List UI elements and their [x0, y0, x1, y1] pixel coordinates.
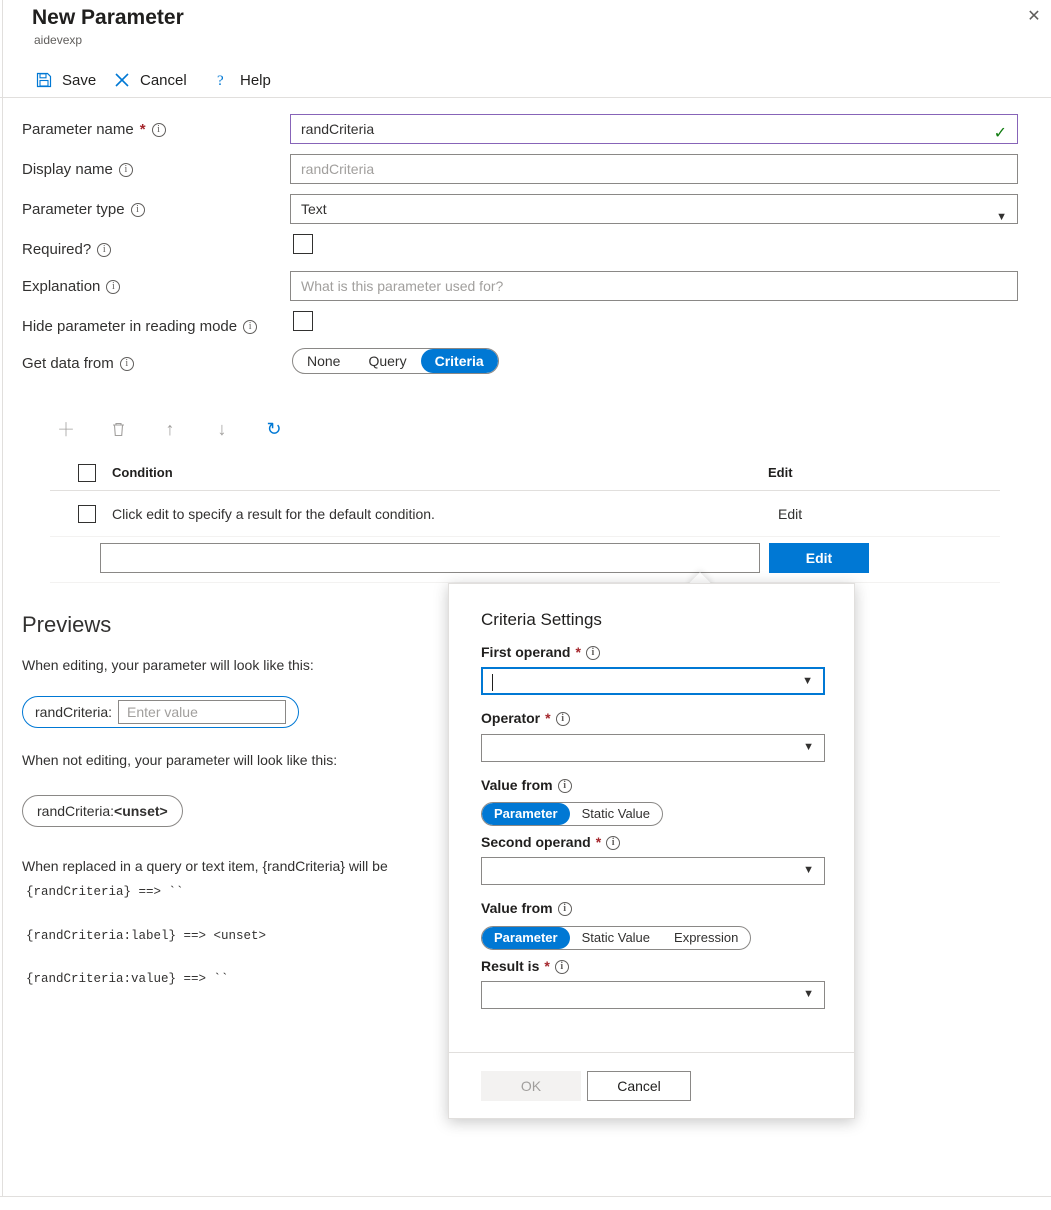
page-subtitle: aidevexp	[34, 33, 83, 47]
preview-editing-label: randCriteria:	[35, 704, 113, 720]
close-icon[interactable]: ✕	[1027, 8, 1041, 25]
cancel-x-icon	[112, 70, 132, 90]
result-is-select[interactable]	[481, 981, 825, 1009]
explanation-label	[22, 275, 120, 297]
required-asterisk: *	[595, 834, 602, 850]
explanation-label-text: Explanation	[22, 277, 101, 295]
get-data-from-label-text: Get data from	[22, 354, 114, 372]
value-from-2-label-text: Value from	[481, 900, 553, 916]
chevron-down-icon: ▼	[802, 675, 813, 687]
value-from-2-option-static[interactable]: Static Value	[581, 930, 651, 945]
preview-mono-line-3: {randCriteria:value} ==> ``	[26, 972, 229, 986]
value-from-1-option-static[interactable]: Static Value	[581, 806, 651, 821]
required-asterisk: *	[544, 958, 550, 974]
first-operand-label-text: First operand	[481, 644, 571, 660]
text-caret	[492, 674, 493, 691]
previews-editing-text: When editing, your parameter will look like this:	[22, 657, 314, 673]
value-from-1-option-parameter[interactable]: Parameter	[482, 803, 570, 825]
required-asterisk: *	[575, 644, 581, 660]
display-name-label	[22, 158, 133, 180]
criteria-edit-row	[50, 537, 1000, 583]
display-name-input[interactable]	[290, 154, 1018, 184]
info-icon[interactable]: i	[131, 203, 145, 217]
chevron-down-icon: ▼	[803, 988, 814, 1000]
help-button[interactable]	[212, 66, 271, 94]
second-operand-label	[481, 834, 620, 850]
ok-button[interactable]: OK	[481, 1071, 581, 1101]
required-label-text: Required?	[22, 240, 92, 258]
cancel-label: Cancel	[140, 71, 187, 89]
delete-icon[interactable]	[102, 413, 134, 445]
required-asterisk: *	[139, 120, 146, 138]
operator-select[interactable]	[481, 734, 825, 762]
parameter-type-value: Text	[301, 201, 327, 217]
page-title: New Parameter	[32, 6, 184, 29]
save-button[interactable]	[34, 66, 96, 94]
command-bar	[0, 60, 1051, 98]
hide-parameter-checkbox[interactable]	[293, 311, 313, 331]
previews-title: Previews	[22, 612, 112, 637]
callout-cancel-button[interactable]: Cancel	[587, 1071, 691, 1101]
preview-editing-pill	[22, 696, 299, 728]
previews-replaced-text: When replaced in a query or text item, {randCriteria} will be	[22, 858, 388, 874]
svg-text:?: ?	[217, 73, 224, 89]
required-asterisk: *	[545, 710, 551, 726]
explanation-placeholder: What is this parameter used for?	[301, 278, 504, 294]
preview-not-editing-label: randCriteria:	[37, 803, 115, 819]
row-required	[0, 234, 1051, 264]
hide-parameter-label	[22, 315, 257, 337]
panel-bottom-strip	[0, 1196, 1051, 1210]
parameter-type-label-text: Parameter type	[22, 200, 125, 218]
callout-footer	[449, 1052, 854, 1118]
operator-label-text: Operator	[481, 710, 541, 726]
operator-label	[481, 710, 570, 726]
get-data-from-option-criteria[interactable]: Criteria	[421, 349, 498, 373]
row-parameter-type	[0, 194, 1051, 224]
display-name-placeholder: randCriteria	[301, 161, 375, 177]
select-all-checkbox[interactable]	[78, 464, 96, 482]
result-is-label	[481, 958, 569, 974]
row-edit-link[interactable]: Edit	[778, 505, 803, 522]
parameter-type-label	[22, 198, 145, 220]
info-icon[interactable]: i	[106, 280, 120, 294]
info-icon[interactable]: i	[243, 320, 257, 334]
get-data-from-label	[22, 352, 134, 374]
criteria-edit-input[interactable]	[100, 543, 760, 573]
save-icon	[34, 70, 54, 90]
info-icon[interactable]: i	[586, 646, 600, 660]
value-from-1-label	[481, 777, 572, 793]
required-label	[22, 238, 111, 260]
value-from-1-toggle	[481, 802, 663, 826]
add-icon[interactable]: ＋	[57, 420, 75, 440]
info-icon[interactable]: i	[152, 123, 166, 137]
second-operand-label-text: Second operand	[481, 834, 591, 850]
get-data-from-toggle	[292, 348, 499, 374]
info-icon[interactable]: i	[556, 712, 570, 726]
cancel-button[interactable]	[112, 66, 187, 94]
value-from-2-option-expression[interactable]: Expression	[674, 930, 739, 945]
info-icon[interactable]: i	[119, 163, 133, 177]
value-from-1-label-text: Value from	[481, 777, 553, 793]
info-icon[interactable]: i	[97, 243, 111, 257]
question-mark-icon	[212, 70, 232, 90]
first-operand-select[interactable]	[481, 667, 825, 695]
callout-title: Criteria Settings	[481, 610, 602, 629]
value-from-2-label	[481, 900, 572, 916]
save-label: Save	[62, 71, 97, 89]
column-header-edit: Edit	[768, 465, 793, 480]
first-operand-label	[481, 644, 600, 660]
hide-parameter-label-text: Hide parameter in reading mode	[22, 317, 238, 335]
checkmark-icon: ✓	[993, 125, 1007, 142]
preview-not-editing-value: <unset>	[114, 803, 168, 819]
parameter-name-label-text: Parameter name	[22, 120, 134, 138]
value-from-2-toggle	[481, 926, 751, 950]
result-is-label-text: Result is	[481, 958, 540, 974]
chevron-down-icon: ▼	[803, 741, 814, 753]
move-up-icon[interactable]: ↑	[165, 418, 175, 439]
parameter-name-label	[22, 118, 166, 140]
preview-mono-line-1: {randCriteria} ==> ``	[26, 885, 184, 899]
parameter-name-value: randCriteria	[301, 121, 375, 137]
row-explanation	[0, 271, 1051, 301]
explanation-input[interactable]	[290, 271, 1018, 301]
info-icon[interactable]: i	[558, 779, 572, 793]
row-checkbox[interactable]	[78, 505, 96, 523]
row-parameter-name	[0, 114, 1051, 144]
move-down-icon[interactable]: ↓	[217, 418, 227, 439]
table-row[interactable]	[50, 491, 1000, 537]
column-header-condition: Condition	[112, 465, 173, 480]
chevron-down-icon: ▼	[996, 211, 1007, 223]
row-get-data-from	[0, 348, 1051, 378]
info-icon[interactable]: i	[555, 960, 569, 974]
refresh-icon[interactable]: ↻	[266, 418, 282, 439]
info-icon[interactable]: i	[120, 357, 134, 371]
row-condition-text: Click edit to specify a result for the default condition.	[112, 505, 435, 522]
row-display-name	[0, 154, 1051, 184]
criteria-settings-callout	[448, 583, 855, 1119]
parameter-type-select[interactable]	[290, 194, 1018, 224]
previews-not-editing-text: When not editing, your parameter will look like this:	[22, 752, 338, 768]
preview-mono-line-2: {randCriteria:label} ==> <unset>	[26, 929, 267, 943]
row-hide-parameter	[0, 311, 1051, 341]
chevron-down-icon: ▼	[803, 864, 814, 876]
parameter-name-input[interactable]	[290, 114, 1018, 144]
get-data-from-option-none[interactable]: None	[307, 353, 341, 369]
required-checkbox[interactable]	[293, 234, 313, 254]
criteria-grid-toolbar	[50, 413, 290, 445]
info-icon[interactable]: i	[558, 902, 572, 916]
value-from-2-option-parameter[interactable]: Parameter	[482, 927, 570, 949]
info-icon[interactable]: i	[606, 836, 620, 850]
criteria-edit-button[interactable]: Edit	[769, 543, 869, 573]
display-name-label-text: Display name	[22, 160, 113, 178]
preview-editing-input[interactable]: Enter value	[118, 700, 286, 724]
help-label: Help	[240, 71, 271, 89]
second-operand-select[interactable]	[481, 857, 825, 885]
criteria-grid	[50, 455, 1000, 583]
preview-not-editing-pill	[22, 795, 183, 827]
get-data-from-option-query[interactable]: Query	[368, 353, 407, 369]
criteria-grid-header	[50, 455, 1000, 491]
